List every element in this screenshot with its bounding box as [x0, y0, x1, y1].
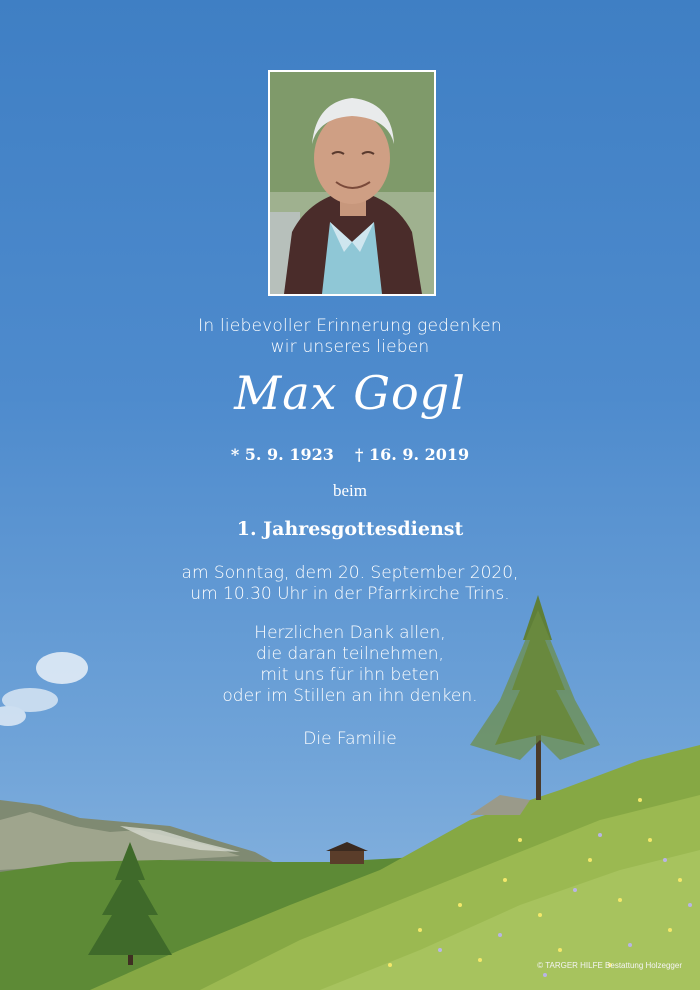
- event-title: 1. Jahresgottesdienst: [236, 518, 464, 540]
- thanks-line-3: mit uns für ihn beten: [260, 665, 440, 685]
- connector-text: beim: [333, 481, 367, 500]
- birth-date: * 5. 9. 1923: [230, 445, 334, 464]
- signature: Die Familie: [303, 729, 397, 749]
- thanks-line-2: die daran teilnehmen,: [256, 644, 444, 664]
- intro-line-2: wir unseres lieben: [270, 337, 430, 357]
- thanks-line-4: oder im Stillen an ihn denken.: [222, 686, 478, 706]
- event-date-line: am Sonntag, dem 20. September 2020,: [181, 563, 519, 583]
- death-date: † 16. 9. 2019: [355, 445, 470, 464]
- deceased-name: Max Gogl: [234, 366, 466, 420]
- intro-line-1: In liebevoller Erinnerung gedenken: [198, 316, 502, 336]
- photo-credit: © TARGER HILFE Bestattung Holzegger: [537, 961, 682, 970]
- alpine-hut: [326, 842, 368, 864]
- thanks-text: [0, 623, 700, 707]
- portrait-photo: [268, 70, 436, 296]
- life-dates: [0, 445, 700, 464]
- event-place-line: um 10.30 Uhr in der Pfarrkirche Trins.: [190, 584, 510, 604]
- event-details: [0, 563, 700, 605]
- intro-text: [0, 316, 700, 358]
- thanks-line-1: Herzlichen Dank allen,: [254, 623, 446, 643]
